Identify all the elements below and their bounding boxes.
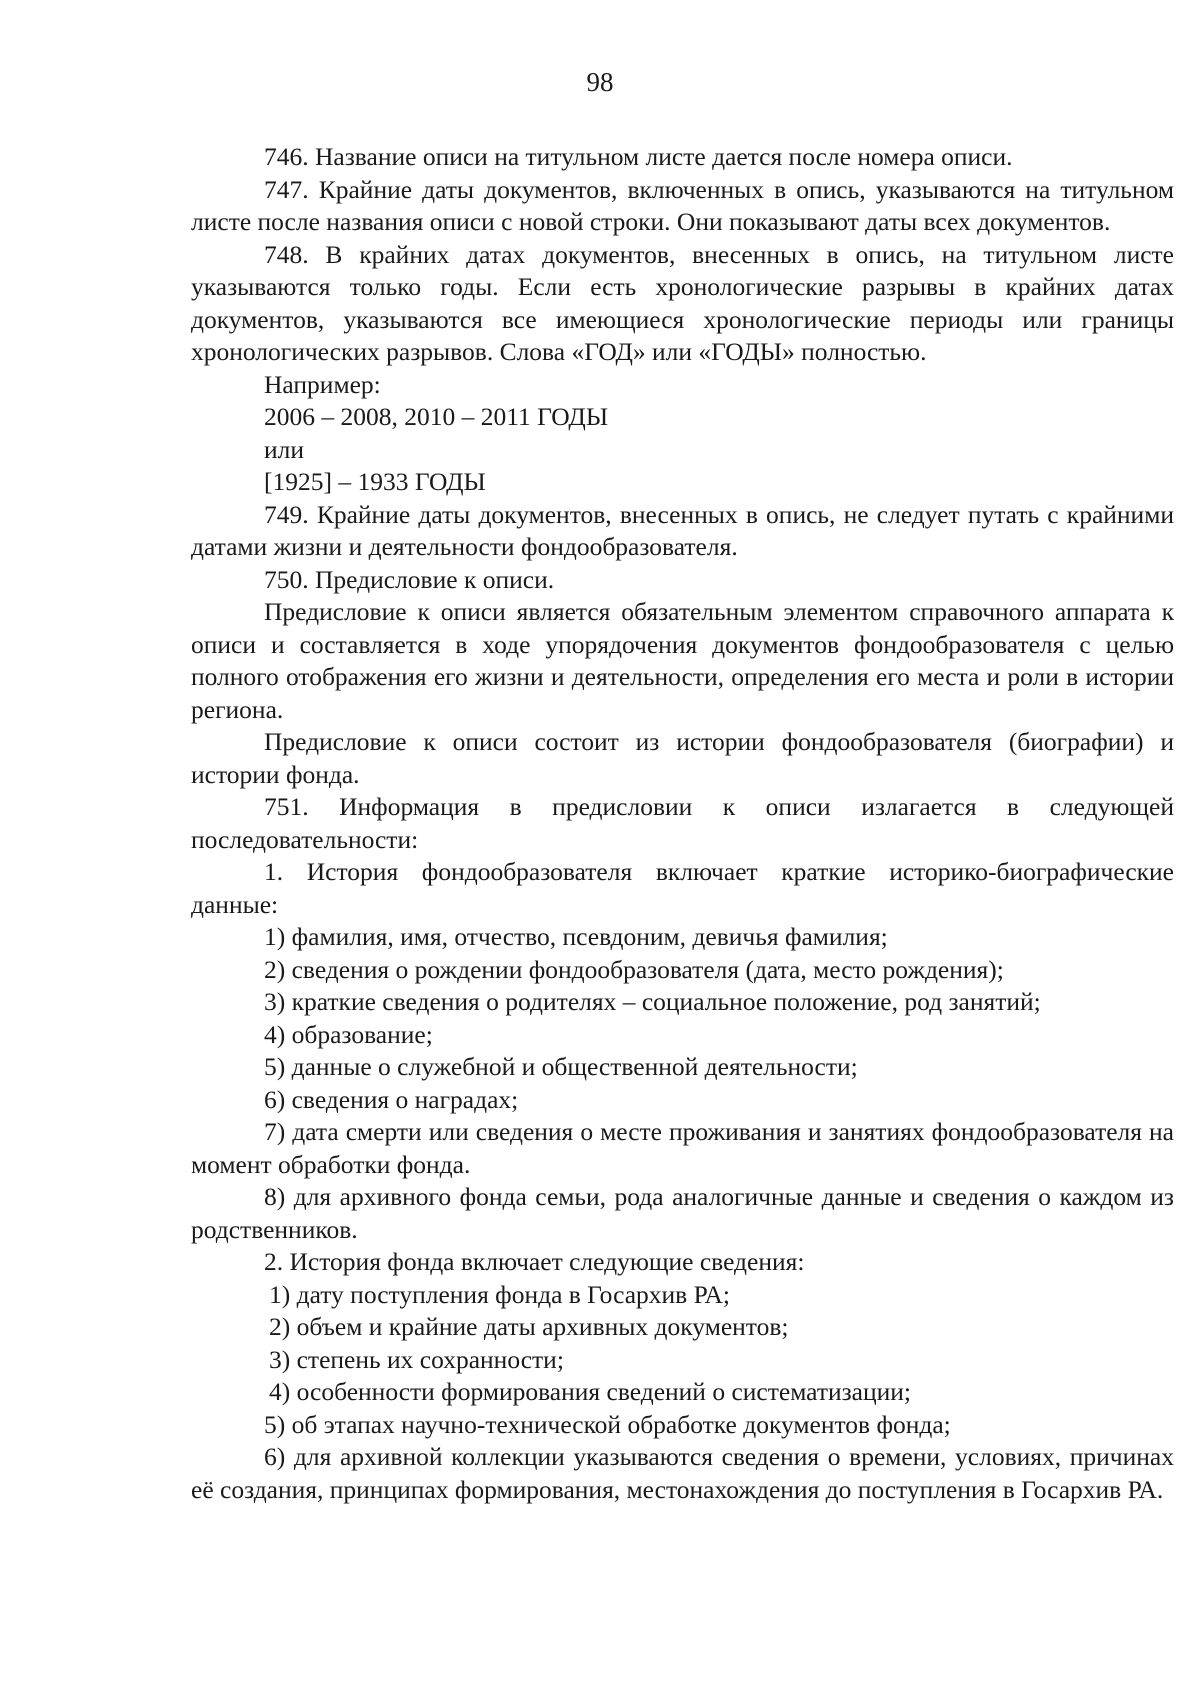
list-item: 3) краткие сведения о родителях – социальное положение, род занятий; [264,987,1041,1016]
list-item: 5) данные о служебной и общественной деятельности; [264,1052,858,1081]
preface-definition: Предисловие к описи является обязательным элементом справочного аппарата к описи и составляется в ходе упорядочения документов фондообразователя с целью полного отображения его жизни и деятельности, определения его места и роли в истории региона. [191,597,1174,724]
document-body [191,141,1174,1506]
list-item: 2) объем и крайние даты архивных документов; [269,1312,789,1341]
list-item: 1) фамилия, имя, отчество, псевдоним, девичья фамилия; [264,922,888,951]
list-item: 1) дату поступления фонда в Госархив РА; [269,1279,730,1309]
paragraph-748: 748. В крайних датах документов, внесенных в опись, на титульном листе указываются только годы. Если есть хронологические разрывы в крайних датах документов, указываются все имеющиеся хронологические периоды или границы хронологических разрывов. Слова «ГОД» или «ГОДЫ» полностью. [191,239,1174,366]
paragraph-749: 749. Крайние даты документов, внесенных в опись, не следует путать с крайними датами жизни и деятельности фондообразователя. [191,499,1174,561]
list-item: 4) особенности формирования сведений о систематизации; [269,1377,912,1406]
list-item: 2) сведения о рождении фондообразователя (дата, место рождения); [264,954,1004,984]
list-item: 7) дата смерти или сведения о месте проживания и занятиях фондообразователя на момент обработки фонда. [191,1117,1174,1179]
example-or: или [264,434,305,464]
paragraph-746: 746. Название описи на титульном листе дается после номера описи. [264,142,1013,171]
example-line-2: [1925] – 1933 ГОДЫ [264,467,486,496]
list-item: 3) степень их сохранности; [269,1344,564,1374]
paragraph-750: 750. Предисловие к описи. [264,564,555,594]
list-item: 4) образование; [264,1019,433,1049]
list-item: 5) об этапах научно-технической обработке документов фонда; [264,1409,951,1439]
list-item: 6) сведения о наградах; [264,1084,519,1114]
paragraph-747: 747. Крайние даты документов, включенных в опись, указываются на титульном листе после названия описи с новой строки. Они показывают даты всех документов. [191,174,1174,236]
example-label: Например: [264,369,381,399]
paragraph-751: 751. Информация в предисловии к описи излагается в следующей последовательности: [191,792,1174,854]
example-line-1: 2006 – 2008, 2010 – 2011 ГОДЫ [264,402,609,431]
list-item: 8) для архивного фонда семьи, рода аналогичные данные и сведения о каждом из родственников. [191,1182,1174,1244]
list-item: 6) для архивной коллекции указываются сведения о времени, условиях, причинах её создания, принципах формирования, местонахождения до поступления в Госархив РА. [191,1442,1174,1504]
fund-history: 2. История фонда включает следующие сведения: [264,1247,805,1276]
fund-creator-history: 1. История фондообразователя включает краткие историко-биографические данные: [191,857,1174,919]
preface-structure: Предисловие к описи состоит из истории фондообразователя (биографии) и истории фонда. [191,727,1174,789]
page-number: 98 [586,67,614,97]
